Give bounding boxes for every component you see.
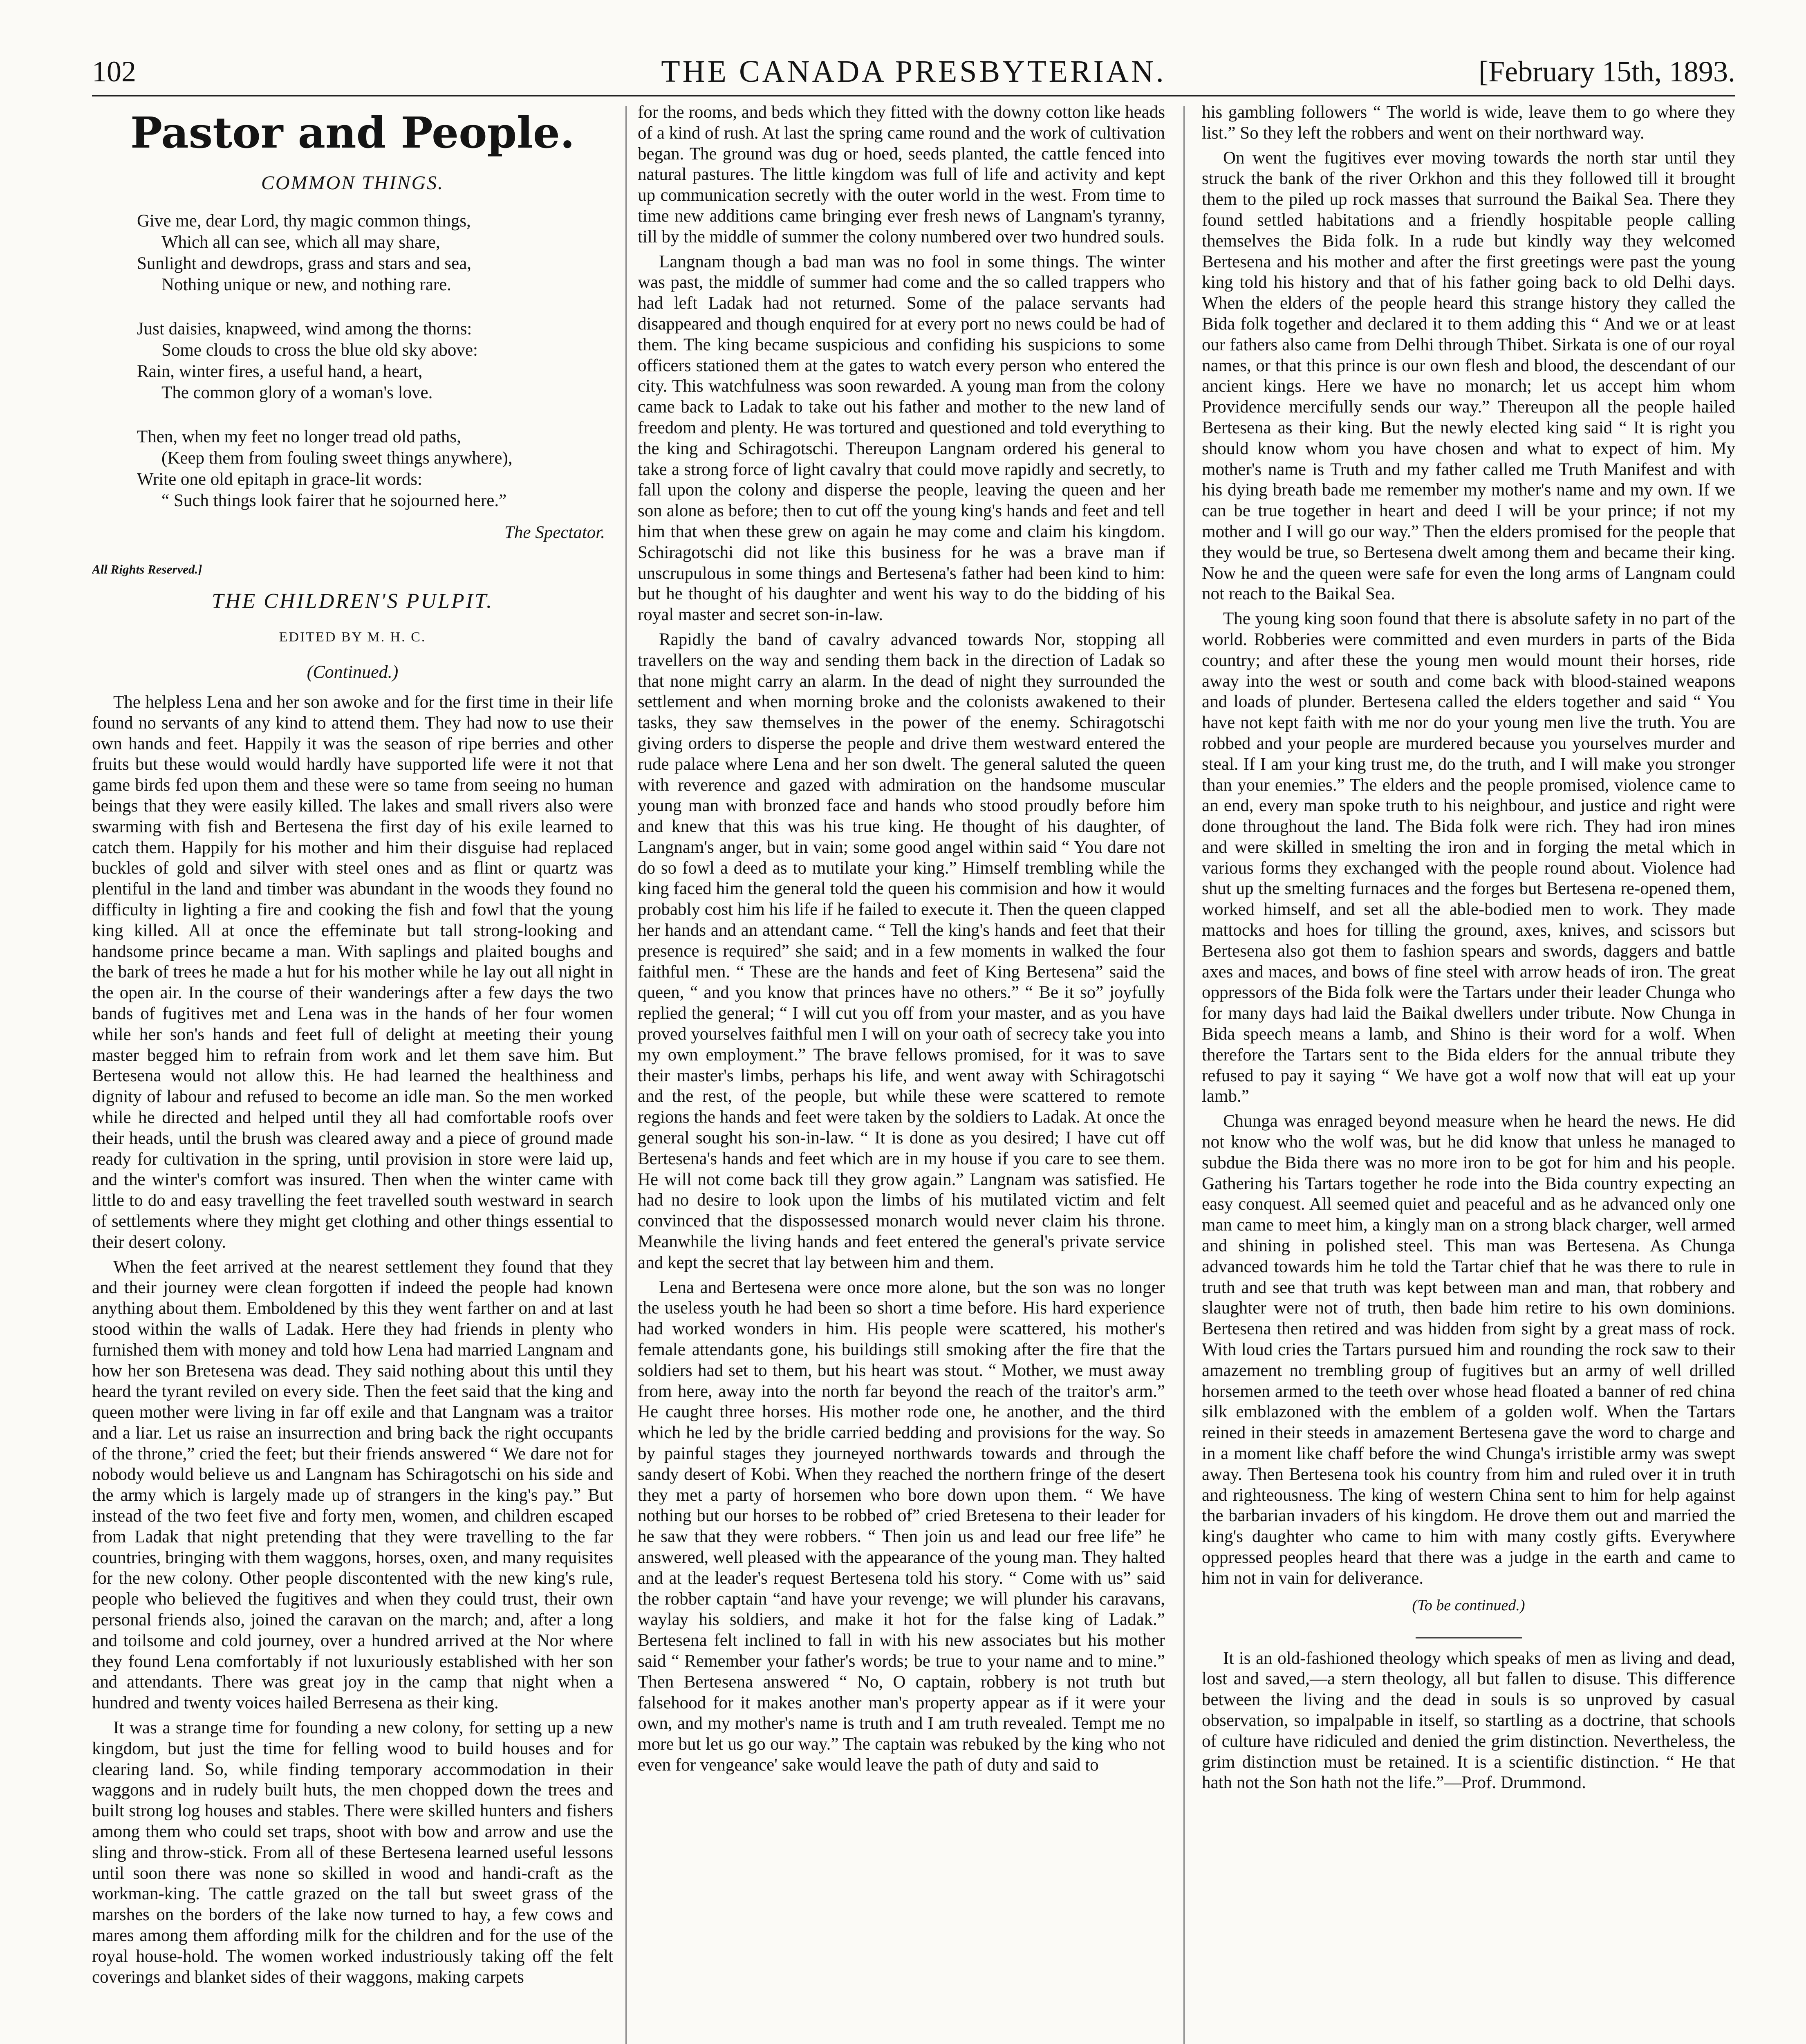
- closing-paragraph: It is an old-fashioned theology which speaks of men as living and dead, lost and saved,—a stern theology, all but fallen to disuse. This difference between the living and the dead in souls is so unproved by casual observation, so impalpable in itself, so startling as a doctrine, that schools of culture have ridiculed and denied the grim distinction. Nevertheless, the grim distinction must be retained. It is a scientific distinction. “ He that hath not the Son hath not the life.”—Prof. Drummond.: [1202, 1648, 1735, 1793]
- department-title: Pastor and People.: [130, 108, 575, 158]
- poem-line: Give me, dear Lord, thy magic common things,: [137, 211, 471, 231]
- story-paragraph: his gambling followers “ The world is wide, leave them to go where they list.” So they left the robbers and went on their northward way.: [1202, 103, 1735, 143]
- poem-line: Just daisies, knapweed, wind among the thorns:: [137, 319, 472, 338]
- column-rule: [625, 106, 627, 2044]
- poem-line: Nothing unique or new, and nothing rare.: [161, 275, 451, 294]
- header-rule: [92, 95, 1735, 96]
- continued-note: (Continued.): [307, 662, 399, 682]
- poem-source: The Spectator.: [504, 523, 605, 542]
- page-number: 102: [92, 55, 136, 88]
- poem-line: Sunlight and dewdrops, grass and stars and sea,: [137, 254, 472, 273]
- story-paragraph: for the rooms, and beds which they fitted with the downy cotton like heads of a kind of rush. At last the spring came round and the work of cultivation began. The ground was dug or hoed, seeds planted, the cattle fenced into natural pastures. The little kingdom was full of life and activity and kept up communication secretly with the outer world in the west. From time to time new additions came bringing ever fresh news of Langnam's tyranny, till by the middle of summer the colony numbered over two hundred souls.: [638, 103, 1165, 247]
- poem-line: The common glory of a woman's love.: [161, 383, 433, 402]
- column-3: [1202, 102, 1735, 2044]
- story-paragraph: Chunga was enraged beyond measure when he heard the news. He did not know who the wolf was, but he did know that unless he managed to subdue the Bida there was no more iron to be got for him and his people. Gathering his Tartars together he rode into the Bida country expecting an easy conquest. All seemed quiet and peaceful and as he advanced only one man came to meet him, a kingly man on a strong black charger, well armed and shining in polished steel. This man was Bertesena. As Chunga advanced towards him he told the Tartar chief that he was there to rule in truth and see that truth was kept between man and man, that robbery and slaughter were not of truth, then bade him retire to his own dominions. Bertesena then retired and was hidden from sight by a great mass of rock. With loud cries the Tartars pursued him and rounding the rock saw to their amazement no trembling group of fugitives but an army of well drilled horsemen armed to the teeth over whose head floated a banner of red china silk emblazoned with the emblem of a golden wolf. When the Tartars reined in their steeds in amazement Bertesena gave the word to charge and in a moment like chaff before the wind Chunga's irristible army was swept away. Then Bertesena took his country from him and ruled over it in truth and righteousness. The king of western China sent to him for help against the barbarian invaders of his kingdom. He drove them out and married the king's daughter who came to him with many costly gifts. Everywhere oppressed peoples heard that there was a judge in the earth and came to him not in vain for deliverance.: [1202, 1112, 1735, 1588]
- column-2: [638, 102, 1165, 2044]
- story-paragraph: It was a strange time for founding a new colony, for setting up a new kingdom, but just the time for felling wood to build houses and for clearing land. So, while finding temporary accommodation in their waggons and in rudely built huts, the men chopped down the trees and built strong log houses and stables. There were skilled hunters and fishers among them who could set traps, shoot with bow and arrow and use the sling and throw-stick. From all of these Bertesena learned useful lessons until soon there was none so skilled in wood and handi-craft as the workman-king. The cattle grazed on the tall but sweet grass of the marshes on the borders of the lake now turned to hay, a few cows and mares among them affording milk for the children and for the use of the royal house-hold. The women worked industriously taking off the felt coverings and blanket sides of their waggons, making carpets: [92, 1718, 613, 1987]
- column-1: [92, 102, 613, 2044]
- masthead-title: THE CANADA PRESBYTERIAN.: [661, 54, 1166, 89]
- poem-line: (Keep them from fouling sweet things anywhere),: [161, 448, 513, 468]
- poem-line: Rain, winter fires, a useful hand, a heart,: [137, 362, 423, 381]
- section-title: THE CHILDREN'S PULPIT.: [212, 589, 493, 613]
- to-be-continued-note: (To be continued.): [1412, 1596, 1525, 1614]
- poem-line: Some clouds to cross the blue old sky above:: [161, 341, 478, 360]
- poem-stanza: [92, 318, 613, 403]
- poem-stanza: [92, 426, 613, 511]
- issue-date: [February 15th, 1893.: [1479, 55, 1735, 88]
- rights-notice: All Rights Reserved.]: [92, 562, 202, 576]
- story-paragraph: When the feet arrived at the nearest settlement they found that they and their journey were clean forgotten if indeed the people had known anything about them. Emboldened by this they went farther on and at last stood within the walls of Ladak. Here they had friends in plenty who furnished them with money and told how Lena had married Langnam and how her son Bretesena was dead. They said nothing about this until they heard the tyrant reviled on every side. Then the feet said that the king and queen mother were living in far off exile and that Langnam was a traitor and a liar. Let us raise an insurrection and bring back the right occupants of the throne,” cried the feet; but their friends answered “ We dare not for nobody would believe us and Langnam has Schiragotschi on his side and the army which is largely made up of strangers in the king's pay.” But instead of the two feet five and forty men, women, and children escaped from Ladak that night pretending that they were travelling to the far countries, bringing with them waggons, horses, oxen, and many requisites for the new colony. Other people discontented with the new king's rule, people who believed the fugitives and when they could trust, their own personal friends also, joined the caravan on the march; and, after a long and toilsome and cold journey, over a hundred arrived at the Nor where they found Lena comfortably if not luxuriously established with her son and attendants. There was great joy in the camp that night when a hundred and twenty voices hailed Berresena as their king.: [92, 1257, 613, 1713]
- poem-stanza: [92, 211, 613, 296]
- story-paragraph: The helpless Lena and her son awoke and for the first time in their life found no servants of any kind to attend them. They had now to use their own hands and feet. Happily it was the season of ripe berries and other fruits but these would would hardly have supported life were it not that game birds fed upon them and these were so tame from seeing no human beings that they were easily killed. The lakes and small rivers also were swarming with fish and Bertesena the first day of his exile learned to catch them. Happily for his mother and him their disguise had replaced buckles of gold and silver with steel ones and as flint or quartz was plentiful in the land and timber was abundant in the woods they found no difficulty in lighting a fire and cooking the fish and fowl that the young king killed. All at once the effeminate but tall strong-looking and handsome prince became a man. With saplings and plaited boughs and the bark of trees he made a hut for his mother while he lay out all night in the open air. In the course of their wanderings after a few days the two bands of fugitives met and Lena was in the hands of her four women while her son's hands and feet full of delight at meeting their young master begged him to refrain from work and let them save him. But Bertesena would not allow this. He had learned the healthiness and dignity of labour and refused to become an idle man. So the men worked while he directed and helped until they all had comfortable roofs over their heads, until the brush was cleared away and a piece of ground made ready for cultivation in the spring, until provision in store were laid up, and the winter's comfort was insured. Then when the winter came with little to do and easy travelling the feet travelled south westward in search of settlements where they might get clothing and other things essential to their desert colony.: [92, 693, 613, 1252]
- poem-line: Then, when my feet no longer tread old paths,: [137, 427, 461, 446]
- running-head: [92, 49, 1735, 94]
- section-divider: [1416, 1637, 1522, 1638]
- poem-line: “ Such things look fairer that he sojourned here.”: [161, 491, 507, 510]
- column-rule: [1183, 106, 1185, 2044]
- story-paragraph: The young king soon found that there is absolute safety in no part of the world. Robberies were committed and even murders in parts of the Bida country; and after these the young men would mount their horses, ride away into the west or south and come back with blood-stained weapons and loads of plunder. Bertesena called the elders together and said “ You have not kept faith with me nor do your young men live the truth. You are robbed and your people are murdered because you yourselves murder and steal. If I am your king trust me, do the truth, and I will make you stronger than your enemies.” The elders and the people promised, violence came to an end, every man spoke truth to his neighbour, and justice and right were done throughout the land. The Bida folk were rich. They had iron mines and were skilled in smelting the iron and in forging the metal which in various forms they exchanged with the people round about. Violence had shut up the smelting furnaces and the forges but Bertesena re-opened them, worked himself, and set all the able-bodied men to work. They made mattocks and hoes for tilling the ground, axes, knives, and scissors but Bertesena also got them to fashion spears and swords, daggers and battle axes and maces, and bows of fine steel with arrow heads of iron. The great oppressors of the Bida folk were the Tartars under their leader Chunga who for many days had laid the Baikal dwellers under tribute. Now Chunga in Bida speech means a lamb, and Shino is their word for a wolf. When therefore the Tartars sent to the Bida elders for the annual tribute they refused to pay it saying “ We have got a wolf now that will eat up your lamb.”: [1202, 609, 1735, 1106]
- poem-title: COMMON THINGS.: [261, 172, 444, 194]
- section-editor: EDITED BY M. H. C.: [279, 630, 426, 645]
- story-paragraph: Rapidly the band of cavalry advanced towards Nor, stopping all travellers on the way and sending them back in the direction of Ladak so that none might carry an alarm. In the dead of night they surrounded the settlement and when morning broke and the colonists awakened to their tasks, they saw themselves in the power of the enemy. Schiragotschi giving orders to disperse the people and drive them westward entered the rude palace where Lena and her son dwelt. The general saluted the queen with reverence and gazed with admiration on the handsome muscular young man with bronzed face and hands who stood proudly before him and knew that this was his true king. He thought of his daughter, of Langnam's anger, but in vain; some good angel within said “ You dare not do so fowl a deed as to mutilate your king.” Himself trembling while the king faced him the general told the queen his commision and how it would probably cost him his life if he failed to execute it. Then the queen clapped her hands and an attendant came. “ Tell the king's hands and feet that their presence is required” she said; and in a few moments in walked the four faithful men. “ These are the hands and feet of King Bertesena” said the queen, “ and you know that princes have no others.” “ Be it so” joyfully replied the general; “ I will cut you off from your master, and as you have proved yourselves faithful men I will on your oath of secrecy take you into my own employment.” The brave fellows promised, for it was to save their master's limbs, perhaps his life, and went away with Schiragotschi and the rest, of the people, but while these were scattered to remote regions the hands and feet were taken by the soldiers to Ladak. At once the general sought his son-in-law. “ It is done as you desired; I have cut off Bertesena's hands and feet which are in my house if you care to see them. He will not come back till they grow again.” Langnam was satisfied. He had no desire to look upon the limbs of his mutilated victim and felt convinced that the dispossessed monarch would never claim his throne. Meanwhile the living hands and feet entered the general's private service and kept the secret that lay between him and them.: [638, 630, 1165, 1272]
- story-paragraph: On went the fugitives ever moving towards the north star until they struck the bank of the river Orkhon and this they followed till it brought them to the piled up rock masses that surround the Baikal Sea. There they found settled habitations and a friendly hospitable people calling themselves the Bida folk. In a rude but kindly way they welcomed Bertesena and his mother and after the first greetings were past the young king told his history and that of his father going back to old Delhi days. When the elders of the people heard this strange history they called the Bida folk together and declared it to them adding this “ And we or at least our fathers also came from Delhi through Thibet. Sirkata is one of our royal names, or that this prince is our own flesh and blood, the descendant of our ancient kings. Here we have no monarch; let us accept him whom Providence mercifully sends our way.” Thereupon all the people hailed Bertesena as their king. But the newly elected king said “ It is right you should know whom you have chosen and what to expect of him. My mother's name is Truth and my father called me Truth Manifest and with his dying breath bade me remember my mother's name and my own. If we can be true together in heart and deed I will be your prince; if not my mother and I will go our way.” Then the elders promised for the people that they would be true, so Bertesena dwelt among them and became their king. Now he and the queen were safe for even the long arms of Langnam could not reach to the Baikal Sea.: [1202, 148, 1735, 604]
- poem-line: Write one old epitaph in grace-lit words:: [137, 470, 422, 489]
- story-paragraph: Lena and Bertesena were once more alone, but the son was no longer the useless youth he had been so short a time before. His hard experience had worked wonders in him. His people were scattered, his mother's female attendants gone, his buildings still smoking after the fire that the soldiers had set to them, but his heart was stout. “ Mother, we must away from here, away into the north far beyond the reach of the traitor's arm.” He caught three horses. His mother rode one, he another, and the third which he led by the bridle carried bedding and provisions for the way. So by painful stages they journeyed northwards towards and through the sandy desert of Kobi. When they reached the northern fringe of the desert they met a party of horsemen who bore down upon them. “ We have nothing but our horses to be robbed of” cried Bretesena to their leader for he saw that they were robbers. “ Then join us and lead our free life” he answered, well pleased with the appearance of the young man. They halted and at the leader's request Bertesena told his story. “ Come with us” said the robber captain “and have your revenge; we will plunder his caravans, waylay his soldiers, and make it hot for the false king of Ladak.” Bertesena felt inclined to fall in with his new associates but his mother said “ Remember your father's words; be true to your name and to mine.” Then Bertesena answered “ No, O captain, robbery is not truth but falsehood for it makes another man's property appear as if it were your own, and my mother's name is truth and I am truth revealed. Tempt me no more but let us go our way.” The captain was rebuked by the king who not even for vengeance' sake would leave the path of duty and said to: [638, 1278, 1165, 1775]
- story-paragraph: Langnam though a bad man was no fool in some things. The winter was past, the middle of summer had come and the so called trappers who had left Ladak had not returned. Some of the palace servants had disappeared and though enquired for at every port no news could be had of them. The king became suspicious and confiding his suspicions to some officers stationed them at the gates to watch every person who entered the city. This watchfulness was soon rewarded. A young man from the colony came back to Ladak to take out his father and mother to the new land of freedom and plenty. He was tortured and questioned and told everything to the king and Schiragotschi. Thereupon Langnam ordered his general to take a strong force of light cavalry that could move rapidly and secretly, to fall upon the colony and disperse the people, leaving the queen and her son alone as before; then to cut off the young king's hands and feet and tell him that when these grew on again he may come and claim his kingdom. Schiragotschi did not like this business for he was a brave man if unscrupulous in some things and Bertesena's father had been kind to him: but he thought of his daughter and went his way to do the bidding of his royal master and secret son-in-law.: [638, 252, 1165, 625]
- poem-line: Which all can see, which all may share,: [161, 233, 440, 252]
